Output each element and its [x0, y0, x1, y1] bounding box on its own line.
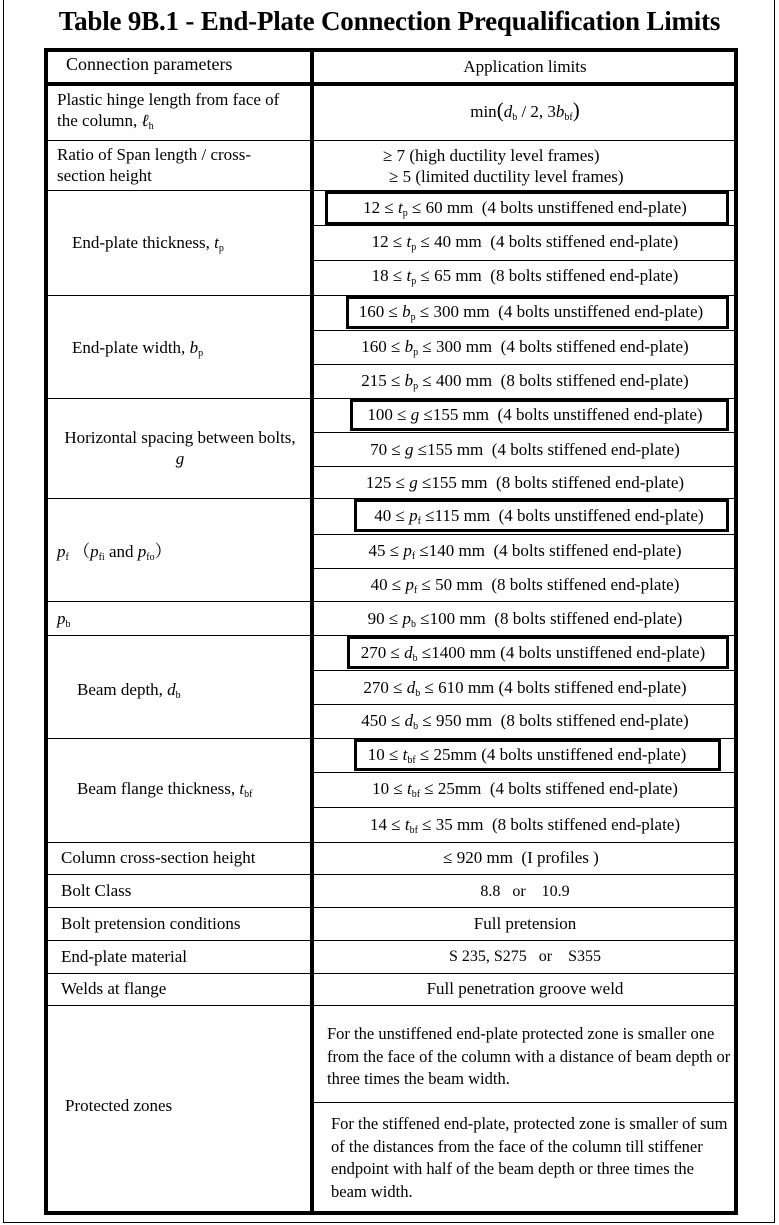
limit-pb-0: $90 \le p_b \le 100$ mm (8 bolts stiffened end-plate): [367, 609, 683, 630]
label-endplate-material: End-plate material: [61, 947, 188, 966]
row-divider: [314, 534, 738, 535]
limit-beam-flange-0: $10 \le t_{bf} \le 25mm$ (4 bolts unstiffened end-plate): [367, 745, 687, 766]
value-plastic-hinge: $\min(d_b / 2$, $3b_{bf}$): [470, 98, 580, 123]
label-beam-flange: Beam flange thickness, $t_{bf}$: [77, 779, 253, 800]
label-endplate-thickness: End-plate thickness, $t_p$: [72, 233, 224, 254]
limit-pf-2: $40 \le p_f \le 50$ mm (8 bolts stiffened end-plate): [370, 575, 680, 596]
label-column-height: Column cross-section height: [61, 848, 256, 867]
row-divider: [314, 330, 738, 331]
row-divider: [314, 704, 738, 705]
label-bolt-pretension: Bolt pretension conditions: [61, 914, 241, 933]
label-horizontal-spacing: Horizontal spacing between bolts, g: [64, 428, 296, 468]
label-pb: $p_b$: [57, 609, 71, 630]
value-protected-unstiffened: For the unstiffened end-plate protected zone is smaller one from the face of the column with a distance of beam depth or three times the beam width.: [327, 1024, 731, 1088]
row-divider: [314, 772, 738, 773]
table-title: Table 9B.1 - End-Plate Connection Prequalification Limits: [58, 6, 721, 36]
limit-horizontal-spacing-2: 125 ≤ g ≤155 mm (8 bolts stiffened end-plate): [365, 473, 685, 492]
row-divider: [44, 907, 738, 908]
label-protected-zones: Protected zones: [65, 1096, 173, 1115]
row-divider: [44, 140, 738, 141]
row-divider: [44, 973, 738, 974]
limit-endplate-width-1: $160 \le b_p \le 300$ mm (4 bolts stiffened end-plate): [361, 337, 689, 358]
value-welds: Full penetration groove weld: [426, 979, 624, 998]
header-connection-parameters: Connection parameters: [66, 54, 233, 74]
row-divider: [44, 842, 738, 843]
label-bolt-class: Bolt Class: [61, 881, 132, 900]
row-divider: [314, 807, 738, 808]
limit-beam-depth-0: $270 \le d_b \le 1400$ mm (4 bolts unstiffened end-plate): [360, 643, 706, 664]
limit-beam-flange-1: $10 \le t_{bf} \le 25mm$ (4 bolts stiffened end-plate): [372, 779, 678, 800]
column-divider: [310, 48, 314, 1215]
label-plastic-hinge: Plastic hinge length from face of the column, ℓ$_h$: [57, 90, 280, 132]
row-divider: [314, 225, 738, 226]
value-protected-stiffened: For the stiffened end-plate, protected zone is smaller of sum of the distances from the face of the column till stiffener endpoint with half of the beam depth or three times the beam width.: [331, 1114, 728, 1201]
row-divider: [314, 364, 738, 365]
limit-endplate-thickness-1: $12 \le t_p \le 40$ mm (4 bolts stiffened end-plate): [371, 232, 679, 253]
limit-horizontal-spacing-0: 100 ≤ g ≤155 mm (4 bolts unstiffened end-plate): [367, 405, 703, 424]
limit-endplate-width-2: $215 \le b_p \le 400$ mm (8 bolts stiffened end-plate): [361, 371, 689, 392]
row-divider: [44, 601, 738, 602]
header-application-limits: Application limits: [463, 57, 587, 76]
limit-endplate-width-0: $160 \le b_p \le 300$ mm (4 bolts unstiffened end-plate): [358, 302, 704, 323]
value-bolt-class: 8.8 or 10.9: [480, 883, 570, 900]
value-bolt-pretension: Full pretension: [473, 914, 577, 933]
limit-horizontal-spacing-1: 70 ≤ g ≤155 mm (4 bolts stiffened end-plate): [370, 440, 680, 459]
limit-beam-depth-1: $270 \le d_b \le 610$ mm (4 bolts stiffened end-plate): [363, 678, 687, 699]
limit-endplate-thickness-0: $12 \le t_p \le 60$ mm (4 bolts unstiffened end-plate): [363, 198, 687, 219]
row-divider: [44, 874, 738, 875]
row-divider: [44, 940, 738, 941]
limit-beam-flange-2: $14 \le t_{bf} \le 35$ mm (8 bolts stiffened end-plate): [370, 815, 680, 836]
label-beam-depth: Beam depth, $d_b$: [77, 680, 181, 701]
label-ratio: Ratio of Span length / cross- section height: [57, 145, 252, 185]
limit-endplate-thickness-2: $18 \le t_p \le 65$ mm (8 bolts stiffened end-plate): [371, 266, 679, 287]
value-ratio: ≥ 7 (high ductility level frames) ≥ 5 (limited ductility level frames): [383, 146, 624, 186]
row-divider: [314, 260, 738, 261]
value-endplate-material: S 235, S275 or S355: [448, 948, 602, 965]
label-endplate-width: End-plate width, $b_p$: [72, 338, 204, 359]
row-divider: [314, 466, 738, 467]
row-divider: [314, 432, 738, 433]
label-pf: $p_f$ （$p_{fi}$ and $p_{fo}$）: [57, 542, 172, 563]
row-divider: [44, 1005, 738, 1006]
limit-pf-1: $45 \le p_f \le 140$ mm (4 bolts stiffened end-plate): [368, 541, 682, 562]
row-divider: [314, 1102, 738, 1103]
limit-beam-depth-2: $450 \le d_b \le 950$ mm (8 bolts stiffened end-plate): [361, 711, 689, 732]
value-column-height: ≤ 920 mm (I profiles ): [443, 848, 599, 867]
limit-pf-0: $40 \le p_f \le 115$ mm (4 bolts unstiffened end-plate): [374, 506, 704, 527]
header-divider: [44, 82, 738, 86]
row-divider: [314, 568, 738, 569]
label-welds: Welds at flange: [61, 979, 167, 998]
row-divider: [314, 670, 738, 671]
